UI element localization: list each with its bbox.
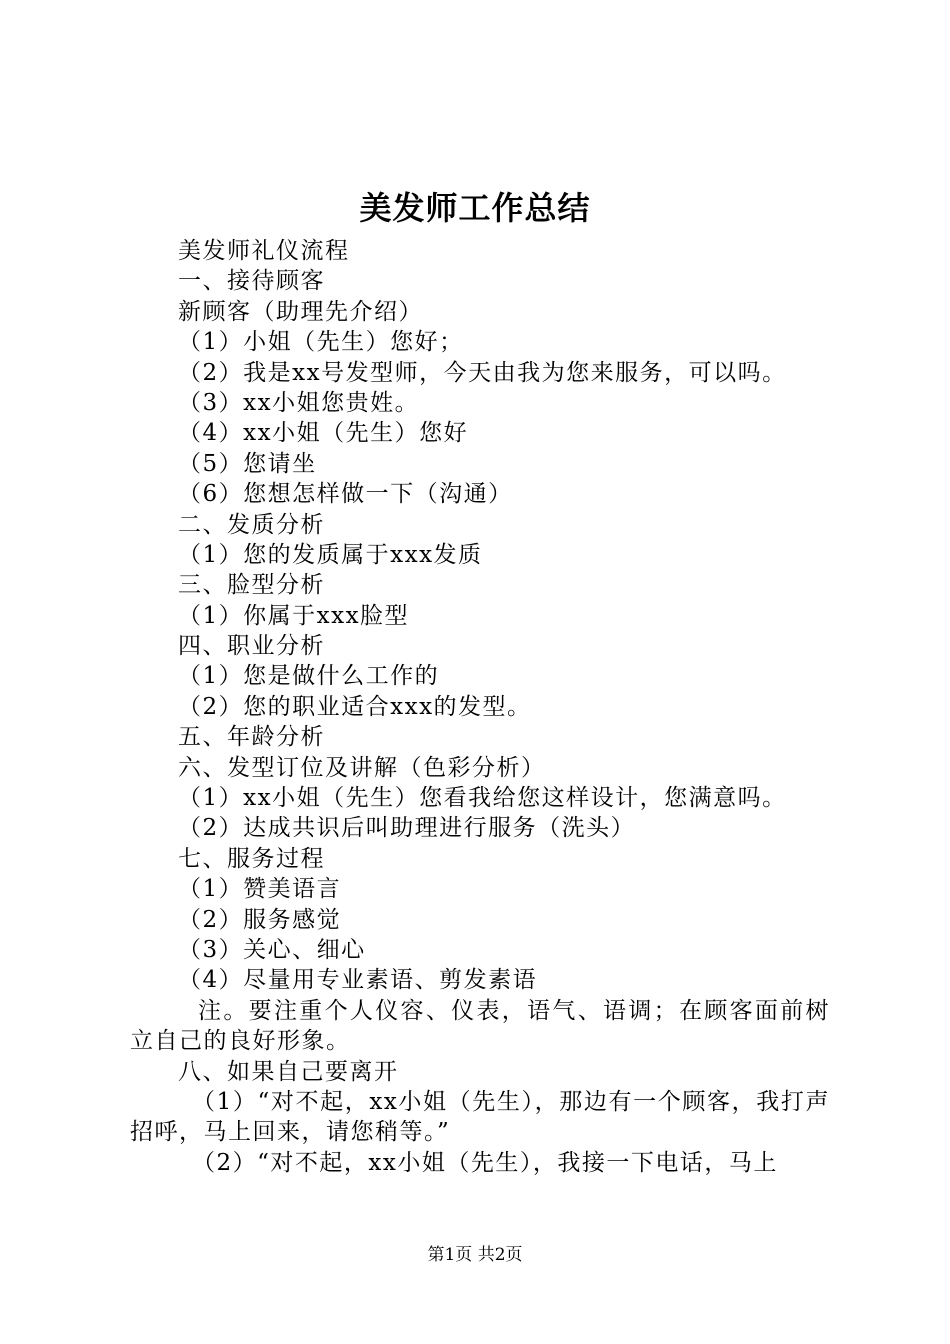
section-heading: 七、服务过程 bbox=[178, 845, 325, 872]
text-line: 新顾客（助理先介绍） bbox=[178, 298, 423, 325]
list-item: （2）我是xx号发型师，今天由我为您来服务，可以吗。 bbox=[178, 359, 787, 386]
section-heading: 六、发型订位及讲解（色彩分析） bbox=[178, 754, 546, 781]
section-heading: 四、职业分析 bbox=[178, 633, 325, 660]
list-item: （5）您请坐 bbox=[178, 450, 317, 477]
list-item: （4）尽量用专业素语、剪发素语 bbox=[178, 967, 538, 994]
subtitle-line: 美发师礼仪流程 bbox=[178, 238, 350, 264]
list-item: （1）您是做什么工作的 bbox=[178, 663, 440, 690]
list-item: （3）关心、细心 bbox=[178, 936, 366, 963]
section-heading: 八、如果自己要离开 bbox=[178, 1058, 399, 1085]
list-item: （1）您的发质属于xxx发质 bbox=[178, 541, 483, 568]
list-item: （3）xx小姐您贵姓。 bbox=[178, 389, 420, 416]
list-item: （2）达成共识后叫助理进行服务（洗头） bbox=[178, 815, 636, 842]
note-paragraph: 注。要注重个人仪容、仪表，语气、语调；在顾客面前树立自己的良好形象。 bbox=[130, 997, 830, 1055]
section-heading: 二、发质分析 bbox=[178, 511, 325, 538]
document-title: 美发师工作总结 bbox=[359, 189, 591, 227]
section-heading: 五、年龄分析 bbox=[178, 724, 325, 751]
list-item: （1）赞美语言 bbox=[178, 876, 342, 903]
list-item: （6）您想怎样做一下（沟通） bbox=[178, 481, 513, 508]
list-item: （2）您的职业适合xxx的发型。 bbox=[178, 693, 532, 720]
list-item: （1）xx小姐（先生）您看我给您这样设计，您满意吗。 bbox=[178, 785, 787, 812]
section-heading: 三、脸型分析 bbox=[178, 572, 325, 599]
page-footer: 第1页 共2页 bbox=[427, 1245, 523, 1265]
list-item: （1）小姐（先生）您好； bbox=[178, 329, 464, 356]
quote-paragraph: （2）“对不起，xx小姐（先生），我接一下电话，马上 bbox=[192, 1149, 778, 1176]
quote-paragraph: （1）“对不起，xx小姐（先生），那边有一个顾客，我打声招呼，马上回来，请您稍等。” bbox=[130, 1088, 830, 1146]
section-heading: 一、接待顾客 bbox=[178, 268, 325, 295]
list-item: （2）服务感觉 bbox=[178, 906, 342, 933]
document-body bbox=[130, 236, 830, 1178]
list-item: （4）xx小姐（先生）您好 bbox=[178, 420, 469, 447]
list-item: （1）你属于xxx脸型 bbox=[178, 602, 410, 629]
